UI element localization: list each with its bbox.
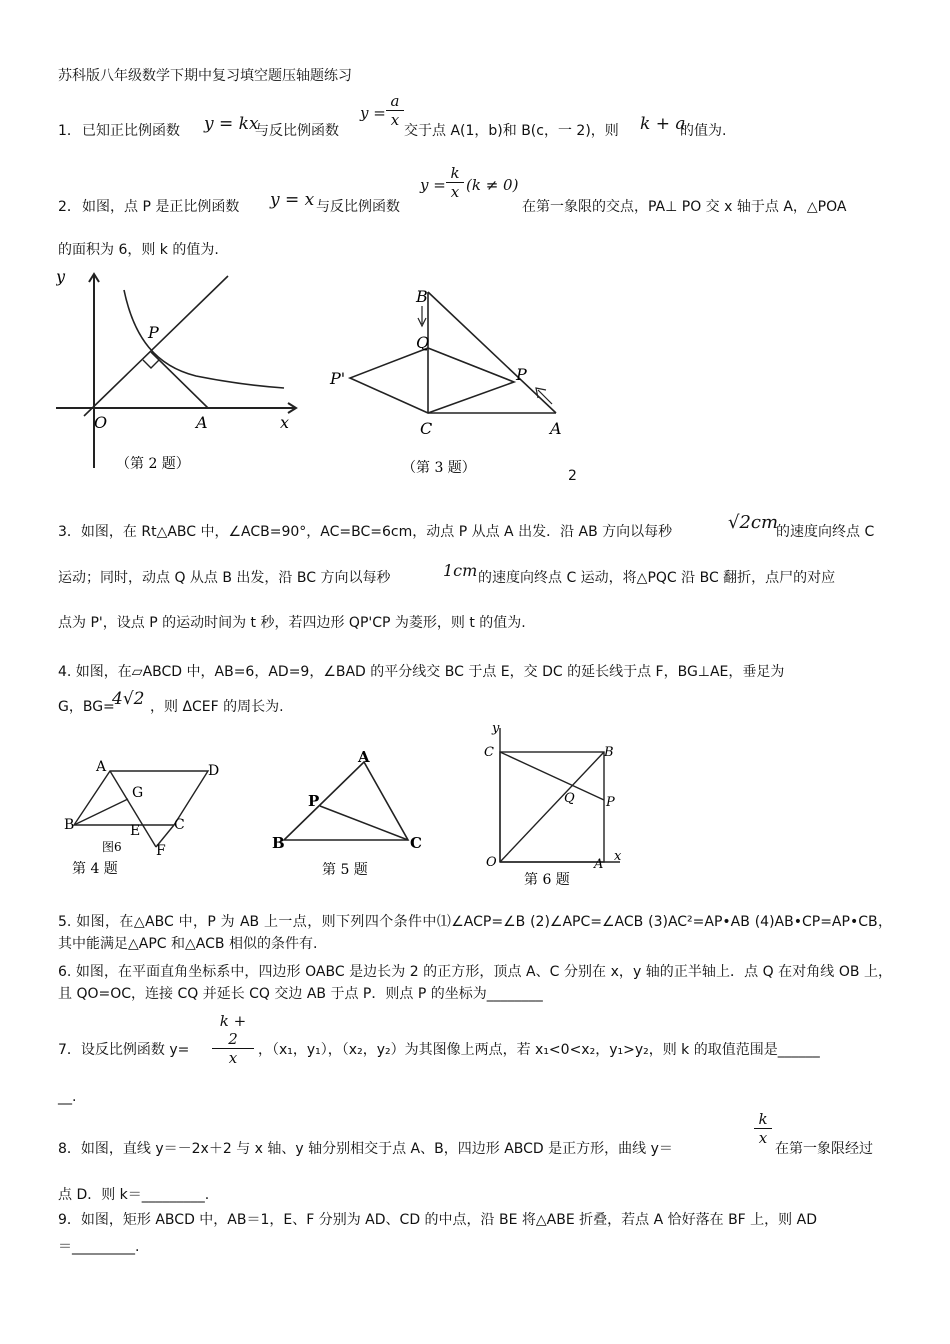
fig4-caption: 第 4 题 [72,861,118,877]
q1-formula-ka: k + a [640,114,686,134]
figure-4 [58,755,238,885]
q2-formula-lhs: y = [420,176,446,194]
fig6-label-B: B [604,745,614,760]
q1-formula-lhs: y = [360,104,386,122]
q7-fraction-numerator: k + 2 [212,1012,254,1049]
q9-text-2: ＝_________. [58,1239,140,1255]
q2-text-2: 与反比例函数 [316,199,400,215]
q2-text-3: 在第一象限的交点，PA⊥ PO 交 x 轴于点 A，△POA [522,199,847,215]
fig5-label-A: A [358,748,370,766]
fig3-label-Q: Q [416,333,430,352]
q3-line-1a: 3．如图，在 Rt△ABC 中，∠ACB=90°，AC=BC=6cm，动点 P 从点 A 出发．沿 AB 方向以每秒 [58,524,673,540]
q3-line-3: 点为 P'，设点 P 的运动时间为 t 秒，若四边形 QP'CP 为菱形，则 t 的值为. [58,615,526,631]
q8-fraction-numerator: k [754,1110,772,1129]
q8-text-3: 点 D．则 k＝_________. [58,1187,210,1203]
fig4-label-D: D [208,763,220,779]
fig4-label-C: C [174,817,185,833]
q4-line-2b: ，则 ΔCEF 的周长为. [150,699,284,715]
q3-formula-speed-q: 1cm [443,561,478,580]
fig6-label-Q: Q [564,791,575,806]
q8-fraction [754,1110,772,1147]
q2-condition: (k ≠ 0) [466,176,519,194]
fig4-label-G: G [132,785,144,801]
q3-line-1b: 的速度向终点 C [776,524,875,540]
fig6-label-A: A [594,857,604,872]
fig2-line-y-eq-x [84,276,228,416]
figure-2 [56,268,306,478]
q2-fraction-numerator: k [446,164,464,183]
fig5-triangle-ABC [284,762,408,840]
q1-formula-kx: y = kx [204,114,259,134]
q2-text-1: 如图，点 P 是正比例函数 [82,199,240,215]
fig6-caption: 第 6 题 [524,872,570,888]
q4-line-2a: G，BG= [58,699,115,715]
fig6-label-P: P [606,795,615,810]
q1-number: 1． [58,123,81,139]
q1-text-1: 已知正比例函数 [82,123,180,139]
q8-text-2: 在第一象限经过 [775,1141,873,1157]
fig3-caption: （第 3 题） [402,460,476,476]
fig3-rhombus-QP'CP [350,348,514,413]
q2-formula-yx: y = x [270,190,315,210]
fig2-label-P: P [148,323,159,342]
fig4-label-E: E [130,823,141,839]
fig3-segment-QP [428,348,514,382]
q7-text-1: 7．设反比例函数 y= [58,1042,190,1058]
fig3-label-A: A [550,419,562,438]
q1-text-2: 与反比例函数 [255,123,339,139]
fig3-label-P: P [516,365,527,384]
fig2-segment-PA [151,352,208,408]
fig6-diagonal-OB [500,752,604,862]
fig2-right-angle-mark [143,360,159,368]
fig2-label-O: O [94,413,108,432]
figure-6 [472,722,632,892]
q3-formula-speed-p: √2cm [728,512,779,533]
figure-5 [268,748,438,884]
q1-text-3: 交于点 A(1，b)和 B(c，一 2)，则 [404,123,619,139]
q3-line-2a: 运动；同时，动点 Q 从点 B 出发，沿 BC 方向以每秒 [58,570,391,586]
q2-fraction-denominator: x [450,183,460,201]
fig4-label-F: F [156,843,166,859]
fig6-label-y: y [492,722,500,736]
q2-number: 2． [58,199,81,215]
q7-fraction-denominator: x [228,1049,238,1067]
fig3-label-P-prime: P' [330,369,346,388]
fig4-label-A: A [96,759,107,775]
fig6-label-x: x [614,849,622,864]
page-title: 苏科版八年级数学下期中复习填空题压轴题练习 [58,68,352,84]
fig6-label-C: C [484,745,494,760]
q4-line-1: 4. 如图，在▱ABCD 中，AB=6，AD=9，∠BAD 的平分线交 BC 于点 E，交 DC 的延长线于点 F，BG⊥AE，垂足为 [58,664,785,680]
fig4-label-B: B [64,817,75,833]
q7-text-3: __. [58,1089,77,1105]
figure-3 [320,278,580,478]
q8-fraction-denominator: x [758,1129,768,1147]
fig2-label-x: x [280,413,290,432]
fig5-label-P: P [308,792,320,810]
fig5-label-C: C [410,834,422,852]
q1-text-4: 的值为. [680,123,727,139]
fig2-label-A: A [196,413,208,432]
fig5-segment-PC [320,806,408,840]
q1-fraction [386,92,404,129]
fig6-segment-CP [500,752,604,800]
q7-text-2: ，（x₁，y₁），（x₂，y₂）为其图像上两点，若 x₁<0<x₂，y₁>y₂，则 k 的取值范围是______ [258,1042,820,1058]
q7-fraction [212,1012,254,1067]
fig5-label-B: B [272,834,285,852]
q3-line-2b: 的速度向终点 C 运动，将△PQC 沿 BC 翻折，点尸的对应 [478,570,836,586]
q8-text-1: 8．如图，直线 y＝－2x＋2 与 x 轴、y 轴分别相交于点 A、B，四边形 ABCD 是正方形，曲线 y＝ [58,1141,673,1157]
fig2-label-y: y [56,268,66,286]
fig4-image-label: 图6 [102,840,122,854]
fig5-caption: 第 5 题 [322,862,368,878]
q1-fraction-numerator: a [386,92,404,111]
q1-fraction-denominator: x [390,111,400,129]
q2-text-4: 的面积为 6，则 k 的值为. [58,242,219,258]
fig3-label-C: C [420,419,433,438]
fig3-label-B: B [416,287,428,306]
q4-formula-bg: 4√2 [112,689,145,709]
question-5: 5. 如图，在△ABC 中，P 为 AB 上一点，则下列四个条件中⑴∠ACP=∠B (2)∠APC=∠ACB (3)AC²=AP•AB (4)AB•CP=AP•CB，其中能满足△APC 和△ACB 相似的条件有. [58,914,892,952]
q9-text-1: 9．如图，矩形 ABCD 中，AB＝1，E、F 分别为 AD、CD 的中点，沿 BE 将△ABE 折叠，若点 A 恰好落在 BF 上，则 AD [58,1212,817,1228]
q2-fraction [446,164,464,201]
fig2-caption: （第 2 题） [116,456,190,472]
question-6: 6. 如图，在平面直角坐标系中，四边形 OABC 是边长为 2 的正方形，顶点 A、C 分别在 x，y 轴的正半轴上．点 Q 在对角线 OB 上，且 QO=OC，连接 CQ 并延长 CQ 交边 AB 于点 P．则点 P 的坐标为________ [58,964,892,1002]
stray-number: 2 [568,468,577,484]
fig6-label-O: O [486,855,497,870]
